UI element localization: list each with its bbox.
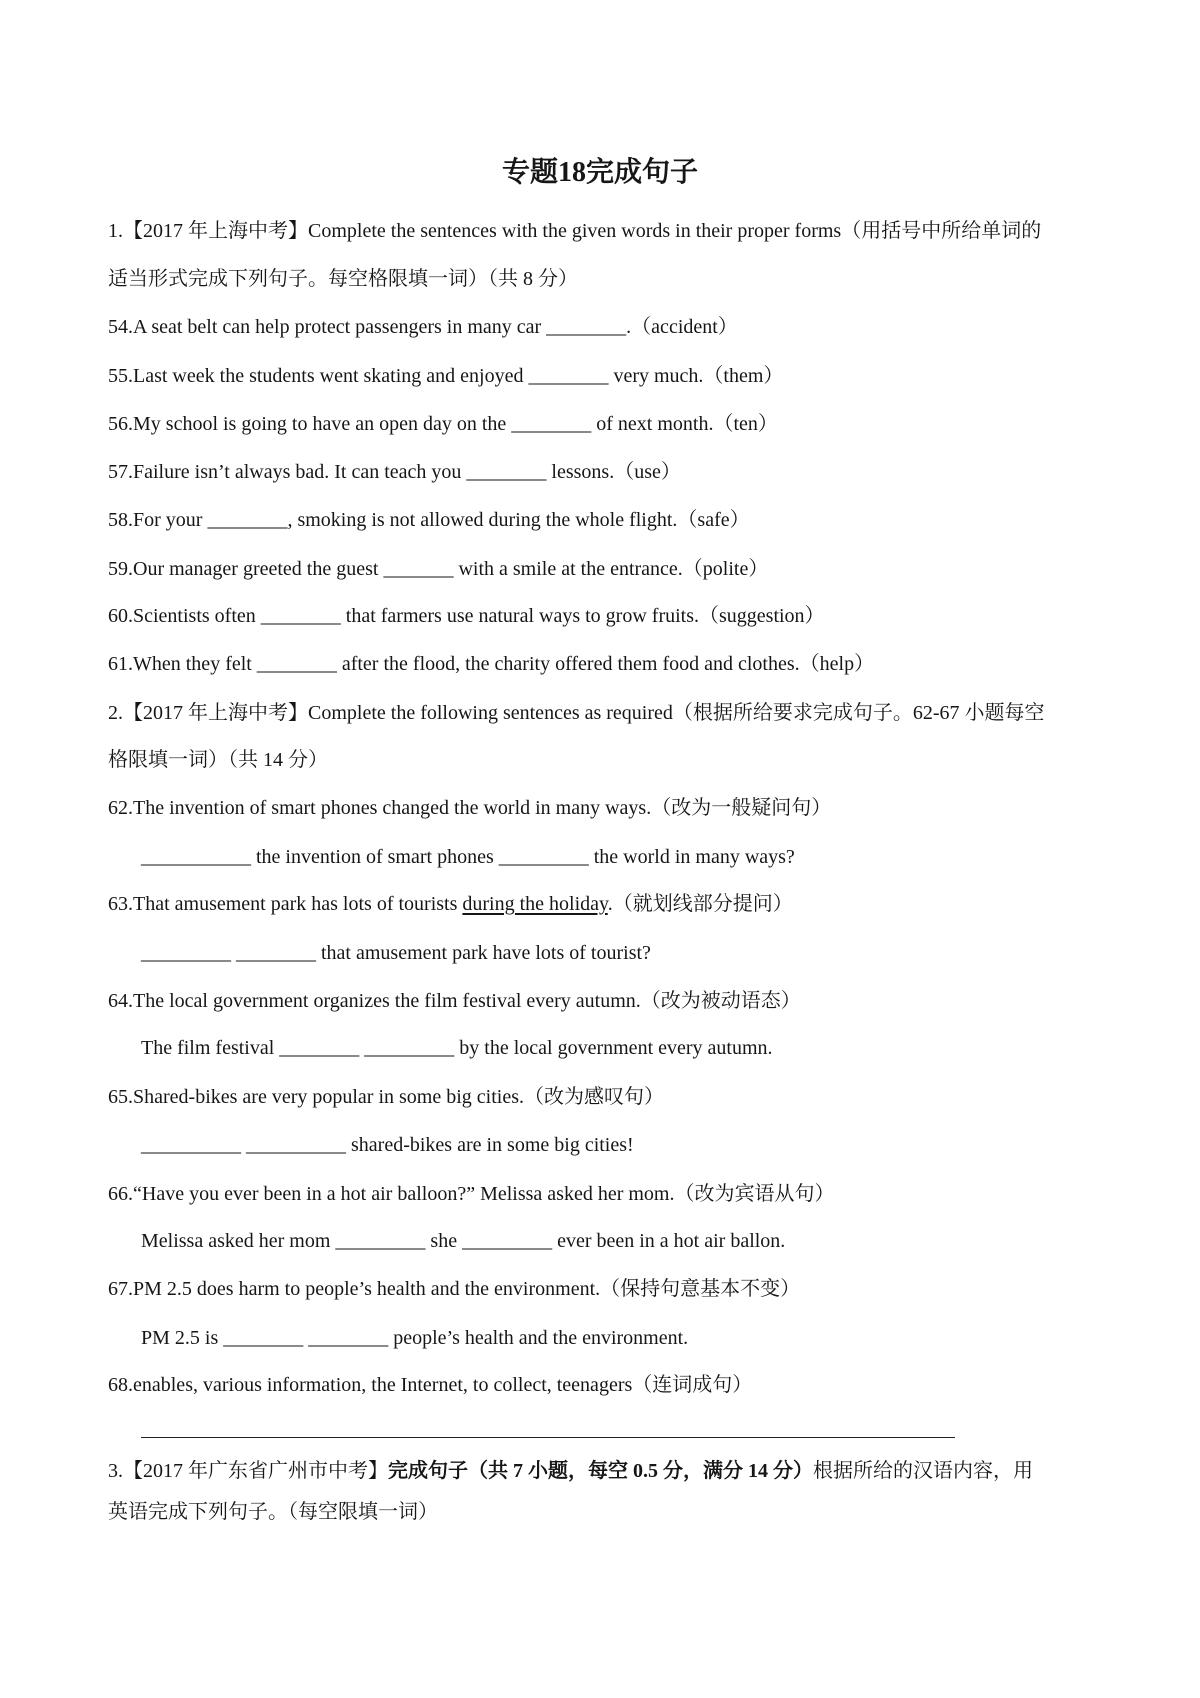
- question-68: 68.enables, various information, the Internet, to collect, teenagers（连词成句）: [108, 1374, 753, 1396]
- answer-66: Melissa asked her mom _________ she _________ ever been in a hot air ballon.: [141, 1230, 786, 1252]
- section3-header-suffix: 根据所给的汉语内容，用: [813, 1460, 1033, 1482]
- question-55: 55.Last week the students went skating and enjoyed ________ very much.（them）: [108, 365, 784, 387]
- answer-64: The film festival ________ _________ by the local government every autumn.: [141, 1037, 773, 1059]
- section3-header-line2: 英语完成下列句子。（每空限填一词）: [108, 1501, 438, 1523]
- page-title: 专题18完成句子: [501, 157, 698, 188]
- answer-63: _________ ________ that amusement park have lots of tourist?: [141, 942, 651, 964]
- question-56: 56.My school is going to have an open day on the ________ of next month.（ten）: [108, 413, 778, 435]
- section2-header-line2: 格限填一词）（共 14 分）: [108, 749, 328, 771]
- question-63: [108, 890, 793, 918]
- question-63-instruction: .（就划线部分提问）: [607, 893, 793, 915]
- section2-header-line1: 2.【2017 年上海中考】Complete the following sentences as required（根据所给要求完成句子。62-67 小题每空: [108, 702, 1045, 724]
- section3-header-prefix: 3.【2017 年广东省广州市中考】: [108, 1460, 388, 1482]
- question-64: 64.The local government organizes the film festival every autumn.（改为被动语态）: [108, 990, 801, 1012]
- question-61: 61.When they felt ________ after the flood, the charity offered them food and clothes.（help）: [108, 653, 875, 675]
- question-67: 67.PM 2.5 does harm to people’s health and the environment.（保持句意基本不变）: [108, 1278, 801, 1300]
- section3-header-line1: [108, 1457, 1033, 1485]
- question-66: 66.“Have you ever been in a hot air balloon?” Melissa asked her mom.（改为宾语从句）: [108, 1183, 835, 1205]
- question-60: 60.Scientists often ________ that farmers use natural ways to grow fruits.（suggestion）: [108, 605, 825, 627]
- question-62: 62.The invention of smart phones changed the world in many ways.（改为一般疑问句）: [108, 797, 832, 819]
- question-63-underlined-phrase: during the holiday: [462, 893, 608, 915]
- section1-header-line1: 1.【2017 年上海中考】Complete the sentences with the given words in their proper forms（用括号中所给单词的: [108, 220, 1042, 242]
- question-54: 54.A seat belt can help protect passengers in many car ________.（accident）: [108, 316, 738, 338]
- answer-67: PM 2.5 is ________ ________ people’s health and the environment.: [141, 1327, 689, 1349]
- answer-62: ___________ the invention of smart phones _________ the world in many ways?: [141, 846, 795, 868]
- question-63-text: 63.That amusement park has lots of tourists: [108, 893, 463, 915]
- section1-header-line2: 适当形式完成下列句子。每空格限填一词）（共 8 分）: [108, 268, 578, 290]
- answer-65: __________ __________ shared-bikes are in some big cities!: [141, 1134, 634, 1156]
- question-57: 57.Failure isn’t always bad. It can teach you ________ lessons.（use）: [108, 461, 681, 483]
- answer-68-rule: [141, 1437, 955, 1438]
- question-59: 59.Our manager greeted the guest _______ with a smile at the entrance.（polite）: [108, 558, 769, 580]
- question-65: 65.Shared-bikes are very popular in some big cities.（改为感叹句）: [108, 1086, 664, 1108]
- section3-header-bold: 完成句子（共 7 小题，每空 0.5 分，满分 14 分）: [388, 1460, 813, 1482]
- question-58: 58.For your ________, smoking is not allowed during the whole flight.（safe）: [108, 509, 750, 531]
